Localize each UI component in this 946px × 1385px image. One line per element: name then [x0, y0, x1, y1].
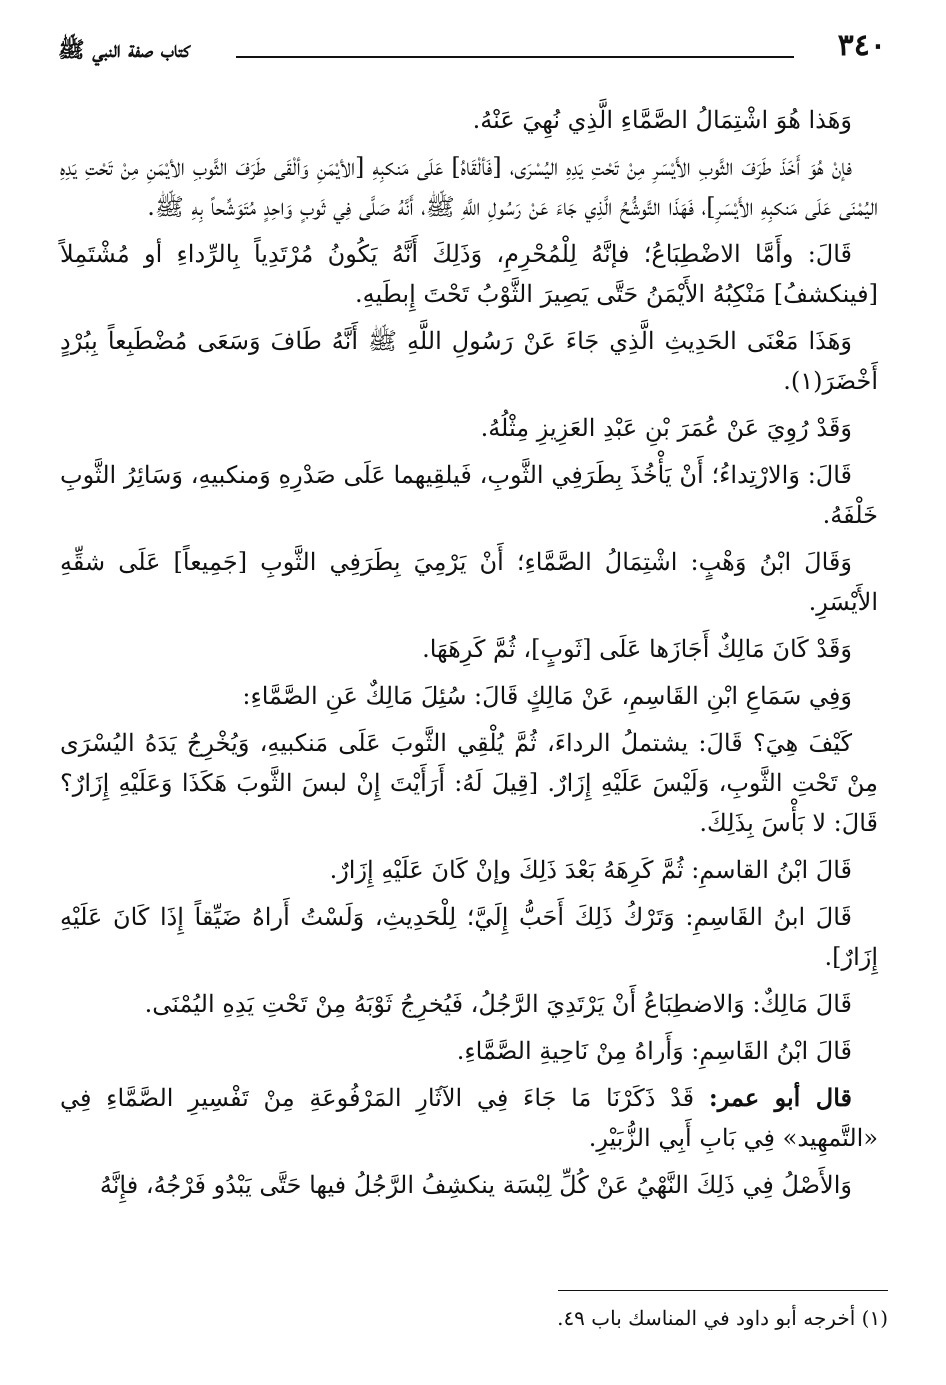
paragraph: وَقَالَ ابْنُ وَهْبٍ: اشْتِمَالُ الصَّمَّاءِ؛ أَنْ يَرْمِيَ بِطَرَفِي الثَّوبِ [جَمِيعاً] عَلَى شقِّهِ الأَيْسَرِ.	[60, 548, 878, 616]
footnote-rule	[558, 1290, 888, 1291]
paragraph: قَالَ ابْنُ القَاسِمِ: وَأَراهُ مِنْ نَاحِيةِ الصَّمَّاءِ.	[456, 1037, 852, 1065]
paragraph: وَقَدْ كَانَ مَالِكٌ أَجَازَها عَلَى [ثَوبٍ]، ثُمَّ كَرِهَهَا.	[422, 635, 852, 663]
paragraph: وَهَذا هُوَ اشْتِمَالُ الصَّمَّاءِ الَّذِي نُهِيَ عَنْهُ.	[472, 106, 852, 134]
running-title: كتاب صفة النبي ﷺ	[58, 37, 190, 63]
paragraph: كَيْفَ هِيَ؟ قَالَ: يشتملُ الرداءَ، ثُمَّ يُلْقِي الثَّوبَ عَلَى مَنكبيهِ، وَيُخْرِجُ يَدَهُ اليُسْرَى مِنْ تَحْتِ الثَّوبِ، وَلَيْسَ عَلَيْهِ إِزَارٌ. [قِيلَ لَهُ: أَرَأَيْتَ إِنْ لبسَ الثَّوبَ هَكَذَا وَعَلَيْهِ إِزَارٌ؟ قَالَ: لا بَأْسَ بِذَلِكَ.	[60, 729, 878, 837]
main-text	[60, 100, 878, 1212]
paragraph: قَالَ: وأَمَّا الاضْطِبَاعُ؛ فإنَّهُ لِلْمُحْرِمِ، وَذَلِكَ أَنَّهُ يَكُونُ مُرْتَدِياً بِالرِّداءِ أو مُشْتَمِلاً [فينكشفُ] مَنْكِبُهُ الأَيْمَنُ حَتَّى يَصِيرَ الثَّوْبُ تَحْتَ إِبطَيهِ.	[60, 240, 878, 308]
paragraph: قَالَ مَالِكٌ: وَالاضطِبَاعُ أَنْ يَرْتَدِيَ الرَّجُلُ، فَيُخرِجُ ثَوْبَهُ مِنْ تَحْتِ يَدِهِ اليُمْنَى.	[144, 990, 852, 1018]
speaker-label: قال أبو عمر:	[708, 1083, 852, 1112]
paragraph: قَالَ ابنُ القَاسِمِ: وَتَرْكُ ذَلِكَ أَحَبُّ إِلَيَّ؛ لِلْحَدِيثِ، وَلَسْتُ أَراهُ ضَيِّقاً إِذَا كَانَ عَلَيْهِ إِزَارٌ].	[60, 903, 878, 971]
page-number: ٣٤٠	[837, 28, 886, 63]
paragraph: وَفِي سَمَاعِ ابْنِ القَاسِمِ، عَنْ مَالِكٍ قَالَ: سُئِلَ مَالِكٌ عَنِ الصَّمَّاءِ:	[242, 682, 852, 710]
paragraph: وَالأَصْلُ فِي ذَلِكَ النَّهْيُ عَنْ كُلِّ لِبْسَة ينكشِفُ الرَّجُلُ فيها حَتَّى يَبْدُو فَرْجُهُ، فإِنَّهُ	[99, 1171, 852, 1199]
paragraph: قَالَ: وَالارْتِداءُ؛ أَنْ يَأْخُذَ بِطَرَفِي الثَّوبِ، فَيلقِيهما عَلَى صَدْرِهِ وَمنكبيهِ، وَسَائِرُ الثَّوبِ خَلْفَهُ.	[60, 461, 878, 529]
paragraph: قَالَ ابْنُ القاسمِ: ثُمَّ كَرِهَهُ بَعْدَ ذَلِكَ وإنْ كَانَ عَلَيْهِ إِزَارٌ.	[329, 856, 852, 884]
paragraph-text: قَدْ ذَكَرْنَا مَا جَاءَ فِي الآثَارِ المَرْفُوعَةِ مِنْ تَفْسِيرِ الصَّمَّاءِ فِي «التَّمهِيد» فِي بَابِ أَبِي الزُّبَيْرِ.	[60, 1084, 878, 1152]
paragraph: فإنْ هُوَ أَخَذَ طَرَفَ الثَّوبِ الأَيْسَرِ مِنْ تَحْتِ يَدِهِ اليُسْرَى، [فَألْقَاهُ] عَلَى مَنكبِهِ [الأيْمَنِ وَألْقَى طَرَفَ الثَّوبِ الأيْمَنِ مِنْ تَحْتِ يَدِهِ اليُمْنَى عَلَى مَنكبِهِ الأَيْسَرِ]، فَهَذَا التَّوشُّحُ الَّذِي جَاءَ عَنْ رَسُولِ اللَّهِ ﷺ، أَنَّهُ صَلَّى فِي ثَوبٍ وَاحِدٍ مُتَوَشِّحاً بِهِ ﷺ.	[60, 153, 878, 221]
paragraph: وَهَذَا مَعْنَى الحَدِيثِ الَّذِي جَاءَ عَنْ رَسُولِ اللَّهِ ﷺ أَنَّهُ طَافَ وَسَعَى مُضْطَبِعاً بِبُرْدٍ أَخْضَرَ(١).	[60, 327, 878, 395]
paragraph: وَقَدْ رُوِيَ عَنْ عُمَرَ بْنِ عَبْدِ العَزِيزِ مِثْلُهُ.	[480, 414, 852, 442]
header-rule	[236, 56, 794, 58]
footnote: (١) أخرجه أبو داود في المناسك باب ٤٩.	[557, 1306, 888, 1330]
page-header	[58, 28, 886, 68]
paragraph-abu-umar	[60, 1078, 878, 1158]
